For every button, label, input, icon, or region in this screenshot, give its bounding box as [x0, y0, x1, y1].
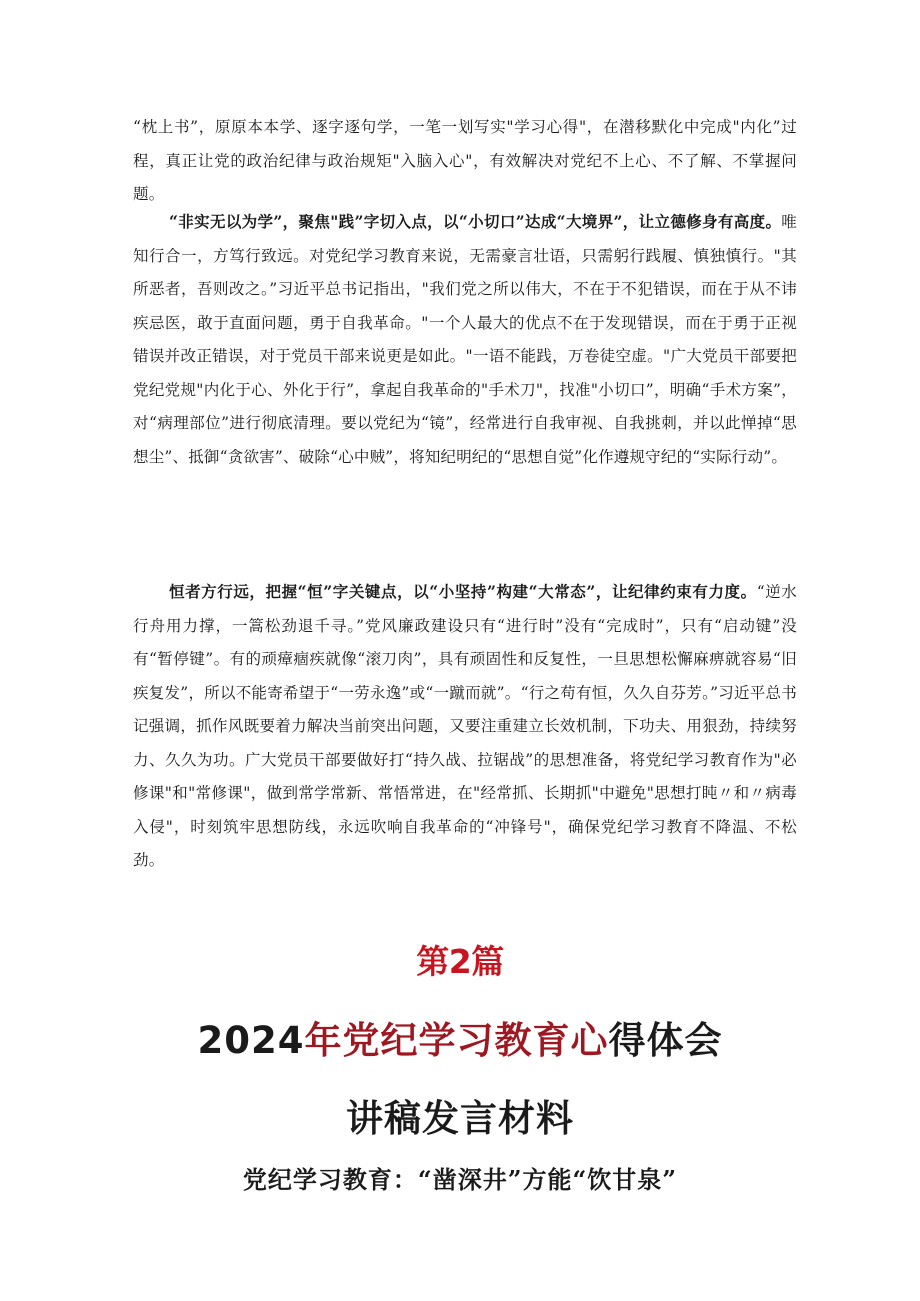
body-paragraph-2 [133, 205, 797, 474]
title-year: 2024 [197, 1019, 305, 1062]
paragraph-text: “逆水行舟用力撑，一篙松劲退千寻。”党风廉政建设只有“进行时”没有“完成时”，只有“启动键”没有“暂停键”。有的顽瘴痼疾就像“滚刀肉”，具有顽固性和反复性，一旦思想松懈麻痹就容易“旧疾复发”，所以不能寄希望于“一劳永逸”或“一蹴而就”。“行之苟有恒，久久自芬芳。”习近平总书记强调，抓作风既要着力解决当前突出问题，又要注重建立长效机制，下功夫、用狠劲，持续努力、久久为功。广大党员干部要做好打“持久战、拉锯战”的思想准备，将党纪学习教育作为"必修课"和"常修课"，做到常学常新、常悟常进，在"经常抓、长期抓"中避免"思想打盹〃和〃病毒入侵"，时刻筑牢思想防线，永远吹响自我革命的“冲锋号"，确保党纪学习教育不降温、不松劲。 [133, 583, 797, 869]
document-title-line-2: 讲稿发言材料 [346, 1097, 574, 1140]
body-paragraph-1 [133, 110, 797, 212]
section-label: 第2篇 [416, 942, 504, 981]
title-dark-part: 得体会 [608, 1019, 723, 1062]
document-subtitle: 党纪学习教育：“凿深井”方能“饮甘泉” [242, 1165, 678, 1194]
body-paragraph-3 [133, 575, 797, 878]
title-red-part: 年党纪学习教育心 [304, 1019, 609, 1062]
paragraph-lead: 恒者方行远，把握“恒”字关键点，以“小坚持”构建“大常态”，让纪律约束有力度。 [169, 582, 757, 601]
paragraph-text: “枕上书”，原原本本学、逐字逐句学，一笔一划写实"学习心得"，在潜移默化中完成"内化”过程，真正让党的政治纪律与政治规矩"入脑入心"，有效解决对党纪不上心、不了解、不掌握问题。 [133, 118, 797, 203]
paragraph-lead: “非实无以为学”，聚焦"践”字切入点，以“小切口”达成“大境界”，让立德修身有高度。 [169, 212, 782, 231]
document-title-line-1 [0, 1010, 920, 1064]
paragraph-text: 唯知行合一，方笃行致远。对党纪学习教育来说，无需豪言壮语，只需躬行践履、慎独慎行。"其所恶者，吾则改之。”习近平总书记指出，"我们党之所以伟大，不在于不犯错误，而在于从不讳疾忌医，敢于直面问题，勇于自我革命。"一个人最大的优点不在于发现错误，而在于勇于正视错误并改正错误，对于党员干部来说更是如此。"一语不能践，万卷徒空虚。"广大党员干部要把党纪党规"内化于心、外化于行”，拿起自我革命的"手术刀"，找准"小切口”，明确“手术方案”，对“病理部位”进行彻底清理。要以党纪为“镜”，经常进行自我审视、自我挑刺，并以此惮掉“思想尘”、抵御“贪欲害”、破除“心中贼”，将知纪明纪的“思想自觉”化作遵规守纪的“实际行动”。 [133, 213, 797, 466]
